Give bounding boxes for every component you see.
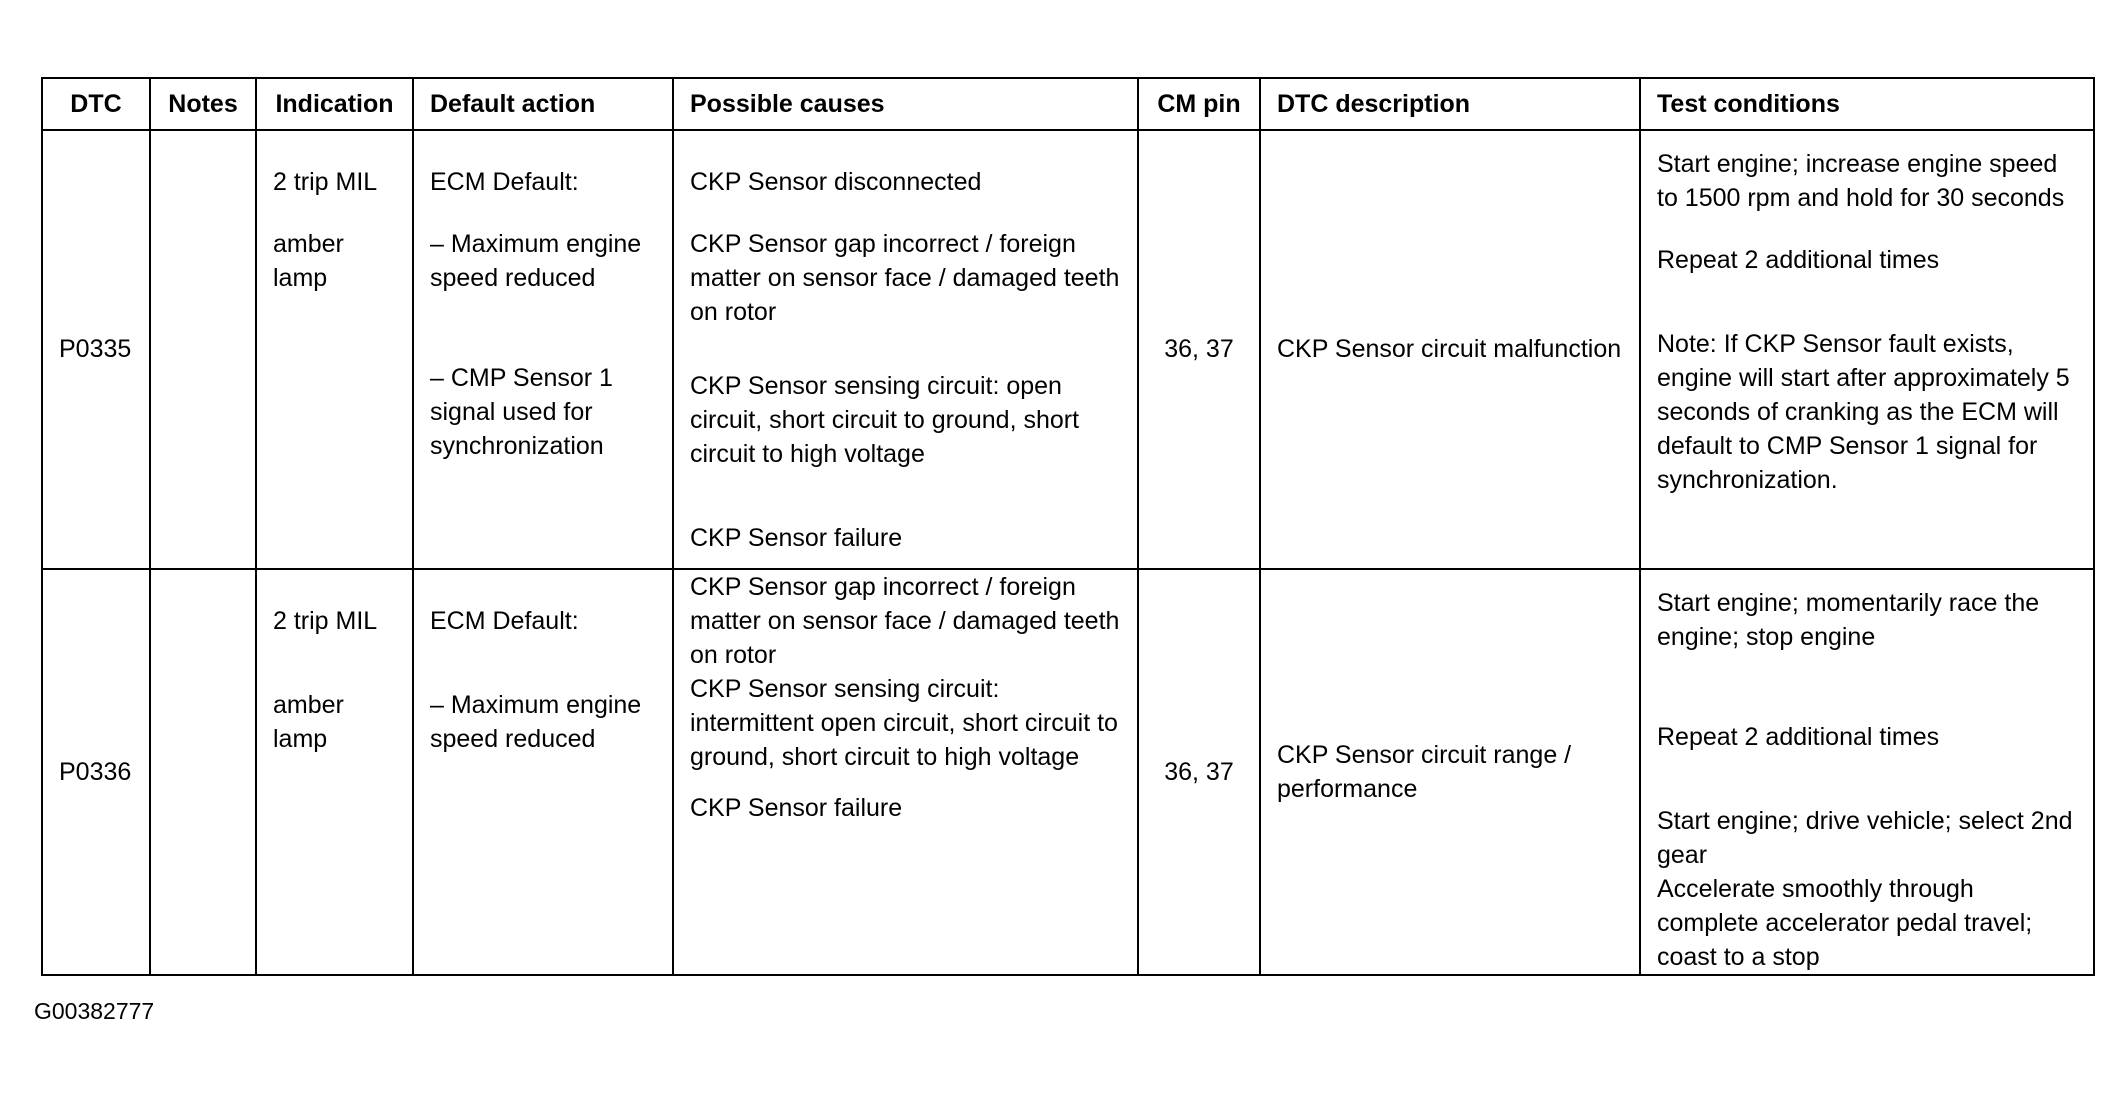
notes-cell — [150, 130, 256, 568]
cm-pin-cell: 36, 37 — [1138, 130, 1260, 568]
default-action-line: – CMP Sensor 1 signal used for synchronization — [430, 364, 613, 461]
dtc-code: P0335 — [42, 130, 150, 568]
test-condition-line: Note: If CKP Sensor fault exists, engine will start after approximately 5 seconds of cranking as the ECM will default to CMP Sensor 1 signal for synchronization. — [1657, 330, 2070, 495]
cause-line: CKP Sensor gap incorrect / foreign matter on sensor face / damaged teeth on rotor — [690, 572, 1120, 669]
possible-causes-cell — [673, 569, 1138, 975]
dtc-table — [41, 77, 2095, 976]
header-notes: Notes — [150, 78, 256, 130]
test-condition-line: Start engine; drive vehicle; select 2nd gear — [1657, 806, 2073, 869]
indication-line: 2 trip MIL — [273, 606, 378, 635]
default-action-cell — [413, 569, 673, 975]
cause-line: CKP Sensor sensing circuit: intermittent open circuit, short circuit to ground, short circuit to high voltage — [690, 674, 1118, 771]
dtc-description-cell: CKP Sensor circuit range / performance — [1260, 569, 1640, 975]
default-action-line: – Maximum engine speed reduced — [430, 690, 642, 753]
dtc-description-cell: CKP Sensor circuit malfunction — [1260, 130, 1640, 568]
test-condition-line: Accelerate smoothly through complete accelerator pedal travel; coast to a stop — [1657, 874, 2033, 971]
header-indication: Indication — [256, 78, 413, 130]
table-row — [42, 130, 2094, 568]
header-possible-causes: Possible causes — [673, 78, 1138, 130]
indication-cell — [256, 569, 413, 975]
notes-cell — [150, 569, 256, 975]
indication-line: 2 trip MIL — [273, 168, 378, 197]
default-action-line: ECM Default: — [430, 606, 579, 635]
cause-line: CKP Sensor gap incorrect / foreign matter on sensor face / damaged teeth on rotor — [690, 230, 1120, 327]
figure-id: G00382777 — [34, 998, 155, 1024]
possible-causes-cell — [673, 130, 1138, 568]
header-cm-pin: CM pin — [1138, 78, 1260, 130]
indication-line: amber lamp — [273, 230, 344, 293]
indication-cell — [256, 130, 413, 568]
cm-pin-cell: 36, 37 — [1138, 569, 1260, 975]
header-default-action: Default action — [413, 78, 673, 130]
test-condition-line: Start engine; momentarily race the engine; stop engine — [1657, 588, 2040, 651]
default-action-cell — [413, 130, 673, 568]
test-conditions-cell — [1640, 569, 2094, 975]
table-row — [42, 569, 2094, 975]
test-conditions-cell — [1640, 130, 2094, 568]
default-action-line: – Maximum engine speed reduced — [430, 230, 642, 293]
cause-line: CKP Sensor sensing circuit: open circuit, short circuit to ground, short circuit to high voltage — [690, 372, 1080, 469]
default-action-line: ECM Default: — [430, 168, 579, 197]
header-test-conditions: Test conditions — [1640, 78, 2094, 130]
cause-line: CKP Sensor failure — [690, 793, 903, 822]
test-condition-line: Start engine; increase engine speed to 1500 rpm and hold for 30 seconds — [1657, 150, 2065, 213]
cause-line: CKP Sensor disconnected — [690, 168, 982, 197]
test-condition-line: Repeat 2 additional times — [1657, 246, 1940, 275]
test-condition-line: Repeat 2 additional times — [1657, 722, 1940, 751]
header-dtc: DTC — [42, 78, 150, 130]
header-row — [42, 78, 2094, 130]
cause-line: CKP Sensor failure — [690, 524, 903, 553]
header-dtc-description: DTC description — [1260, 78, 1640, 130]
indication-line: amber lamp — [273, 690, 344, 753]
dtc-code: P0336 — [42, 569, 150, 975]
